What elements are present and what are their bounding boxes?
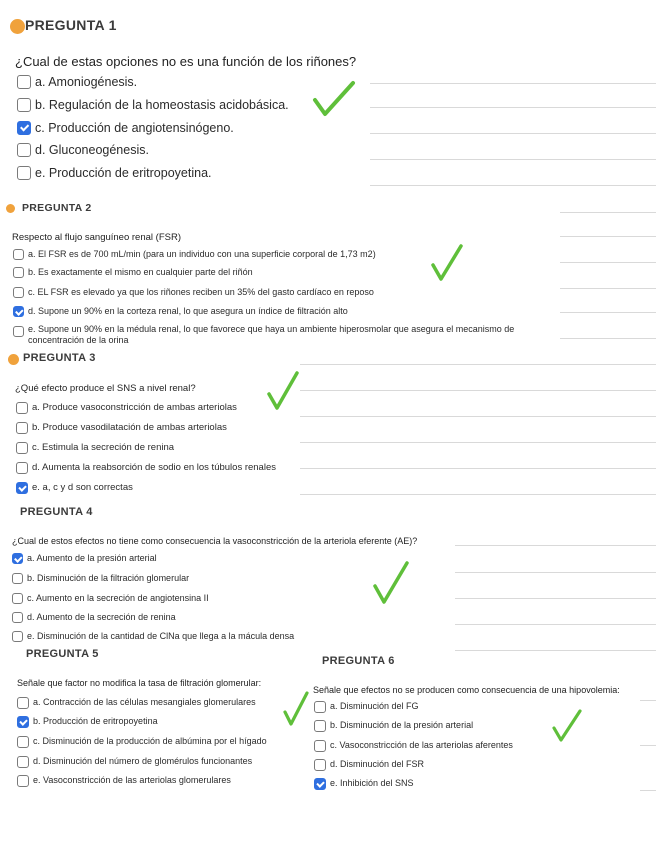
option-label: b. Disminución de la presión arterial xyxy=(330,720,474,730)
checkbox[interactable] xyxy=(17,775,29,787)
answer-line xyxy=(370,83,656,84)
correct-tick-icon xyxy=(551,708,583,744)
answer-line xyxy=(300,442,656,443)
q1-option-d[interactable] xyxy=(17,143,149,157)
option-label: e. Producción de eritropoyetina. xyxy=(35,166,212,180)
checkbox[interactable] xyxy=(17,143,31,157)
section-dot-icon xyxy=(8,354,19,365)
answer-line xyxy=(640,700,656,701)
option-label: e. a, c y d son correctas xyxy=(32,482,133,493)
option-label: e. Vasoconstricción de las arteriolas glomerulares xyxy=(33,775,231,785)
checkbox[interactable] xyxy=(314,701,326,713)
answer-line xyxy=(560,212,656,213)
correct-tick-icon xyxy=(372,560,410,606)
q2-header: PREGUNTA 2 xyxy=(22,202,92,214)
q5-option-a[interactable] xyxy=(17,697,256,709)
checkbox[interactable] xyxy=(314,740,326,752)
q5-option-d[interactable] xyxy=(17,756,252,768)
checkbox[interactable] xyxy=(16,422,28,434)
checkbox-checked[interactable] xyxy=(13,306,24,317)
answer-line xyxy=(560,262,656,263)
q2-option-c[interactable] xyxy=(13,287,374,298)
answer-line xyxy=(370,107,656,108)
checkbox[interactable] xyxy=(16,462,28,474)
answer-line xyxy=(560,288,656,289)
answer-line xyxy=(300,416,656,417)
option-label: d. Gluconeogénesis. xyxy=(35,143,149,157)
option-label: c. Estimula la secreción de renina xyxy=(32,442,175,453)
option-label: b. Es exactamente el mismo en cualquier parte del riñón xyxy=(28,267,253,277)
answer-line xyxy=(455,624,656,625)
q6-option-b[interactable] xyxy=(314,720,473,732)
correct-tick-icon xyxy=(430,243,464,283)
checkbox[interactable] xyxy=(17,166,31,180)
q5-option-e[interactable] xyxy=(17,775,231,787)
option-label: a. Aumento de la presión arterial xyxy=(27,553,157,563)
q2-option-a[interactable] xyxy=(13,249,376,260)
q6-option-a[interactable] xyxy=(314,701,419,713)
q4-option-e[interactable] xyxy=(12,631,294,642)
checkbox[interactable] xyxy=(314,720,326,732)
checkbox-checked[interactable] xyxy=(314,778,326,790)
q2-option-e[interactable] xyxy=(13,324,568,346)
option-label: e. Inhibición del SNS xyxy=(330,778,414,788)
answer-line xyxy=(560,236,656,237)
checkbox[interactable] xyxy=(13,267,24,278)
checkbox[interactable] xyxy=(12,593,23,604)
option-label: a. Disminución del FG xyxy=(330,701,419,711)
checkbox[interactable] xyxy=(17,736,29,748)
option-label: b. Producción de eritropoyetina xyxy=(33,716,158,726)
checkbox[interactable] xyxy=(13,287,24,298)
q2-question: Respecto al flujo sanguíneo renal (FSR) xyxy=(12,232,181,243)
q1-option-e[interactable] xyxy=(17,166,212,180)
q3-option-d[interactable] xyxy=(16,462,276,474)
answer-line xyxy=(640,745,656,746)
q3-header: PREGUNTA 3 xyxy=(23,352,96,364)
checkbox[interactable] xyxy=(17,98,31,112)
q1-question: ¿Cual de estas opciones no es una función de los riñones? xyxy=(15,54,357,69)
answer-line xyxy=(300,494,656,495)
answer-line xyxy=(560,312,656,313)
q4-header: PREGUNTA 4 xyxy=(20,506,93,518)
answer-line xyxy=(300,390,656,391)
q6-option-e[interactable] xyxy=(314,778,414,790)
checkbox-checked[interactable] xyxy=(17,716,29,728)
answer-line xyxy=(300,468,656,469)
option-label: d. Disminución del FSR xyxy=(330,759,425,769)
q5-option-c[interactable] xyxy=(17,736,267,748)
checkbox[interactable] xyxy=(17,756,29,768)
q3-option-a[interactable] xyxy=(16,402,237,414)
answer-line xyxy=(370,133,656,134)
option-label: a. Contracción de las células mesangiales glomerulares xyxy=(33,697,256,707)
option-label: c. Disminución de la producción de albúmina por el hígado xyxy=(33,736,267,746)
option-label: c. EL FSR es elevado ya que los riñones reciben un 35% del gasto cardíaco en reposo xyxy=(28,287,374,297)
q4-option-a[interactable] xyxy=(12,553,157,564)
checkbox[interactable] xyxy=(16,402,28,414)
checkbox-checked[interactable] xyxy=(12,553,23,564)
q4-option-b[interactable] xyxy=(12,573,189,584)
answer-line xyxy=(640,790,656,791)
q6-question: Señale que efectos no se producen como consecuencia de una hipovolemia: xyxy=(313,685,620,695)
answer-line xyxy=(455,545,656,546)
checkbox-checked[interactable] xyxy=(17,121,31,135)
option-label: b. Regulación de la homeostasis acidobásica. xyxy=(35,98,289,112)
option-label: c. Producción de angiotensinógeno. xyxy=(35,121,234,135)
checkbox-checked[interactable] xyxy=(16,482,28,494)
option-label: d. Disminución del número de glomérulos funcionantes xyxy=(33,756,253,766)
q6-header: PREGUNTA 6 xyxy=(322,655,395,667)
checkbox[interactable] xyxy=(314,759,326,771)
checkbox[interactable] xyxy=(13,249,24,260)
option-label: d. Aumento de la secreción de renina xyxy=(27,612,176,622)
option-label: c. Aumento en la secreción de angiotensina II xyxy=(27,593,209,603)
q1-option-a[interactable] xyxy=(17,75,137,89)
answer-line xyxy=(560,338,656,339)
q3-question: ¿Qué efecto produce el SNS a nivel renal? xyxy=(15,383,196,394)
checkbox[interactable] xyxy=(12,573,23,584)
option-label: a. Amoniogénesis. xyxy=(35,75,138,89)
option-label: a. Produce vasoconstricción de ambas arteriolas xyxy=(32,402,237,413)
option-label: b. Disminución de la filtración glomerular xyxy=(27,573,190,583)
answer-line xyxy=(370,159,656,160)
q6-option-d[interactable] xyxy=(314,759,424,771)
section-dot-icon xyxy=(6,204,15,213)
q1-option-c[interactable] xyxy=(17,121,234,135)
correct-tick-icon xyxy=(282,690,310,728)
option-label: d. Supone un 90% en la corteza renal, lo que asegura un índice de filtración alto xyxy=(28,306,348,316)
q4-option-c[interactable] xyxy=(12,593,209,604)
option-label: a. El FSR es de 700 mL/min (para un individuo con una superficie corporal de 1,73 m2) xyxy=(28,249,376,259)
checkbox[interactable] xyxy=(17,75,31,89)
option-label: c. Vasoconstricción de las arteriolas aferentes xyxy=(330,740,513,750)
answer-line xyxy=(455,598,656,599)
answer-line xyxy=(300,364,656,365)
q3-option-b[interactable] xyxy=(16,422,227,434)
answer-line xyxy=(455,650,656,651)
q5-option-b[interactable] xyxy=(17,716,158,728)
q1-option-b[interactable] xyxy=(17,98,289,112)
q5-question: Señale que factor no modifica la tasa de filtración glomerular: xyxy=(17,678,262,688)
checkbox[interactable] xyxy=(16,442,28,454)
q6-option-c[interactable] xyxy=(314,740,513,752)
correct-tick-icon xyxy=(266,370,300,412)
correct-tick-icon xyxy=(312,80,356,120)
q5-header: PREGUNTA 5 xyxy=(26,648,99,660)
q1-header: PREGUNTA 1 xyxy=(25,17,117,33)
checkbox[interactable] xyxy=(12,612,23,623)
answer-line xyxy=(370,185,656,186)
q3-option-e[interactable] xyxy=(16,482,133,494)
q4-option-d[interactable] xyxy=(12,612,176,623)
q2-option-d[interactable] xyxy=(13,306,348,317)
option-label: b. Produce vasodilatación de ambas arteriolas xyxy=(32,422,227,433)
checkbox[interactable] xyxy=(12,631,23,642)
section-dot-icon xyxy=(10,19,25,34)
option-label: e. Disminución de la cantidad de ClNa que llega a la mácula densa xyxy=(27,631,295,641)
q3-option-c[interactable] xyxy=(16,442,174,454)
option-label: e. Supone un 90% en la médula renal, lo que favorece que haya un ambiente hiperosmolar que asegura el mecanismo de concentración de la orina xyxy=(28,324,515,345)
q2-option-b[interactable] xyxy=(13,267,253,278)
answer-line xyxy=(455,572,656,573)
option-label: d. Aumenta la reabsorción de sodio en los túbulos renales xyxy=(32,462,276,473)
checkbox[interactable] xyxy=(17,697,29,709)
q4-question: ¿Cual de estos efectos no tiene como consecuencia la vasoconstricción de la arteriola eferente (AE)? xyxy=(12,536,418,546)
checkbox[interactable] xyxy=(13,326,24,337)
